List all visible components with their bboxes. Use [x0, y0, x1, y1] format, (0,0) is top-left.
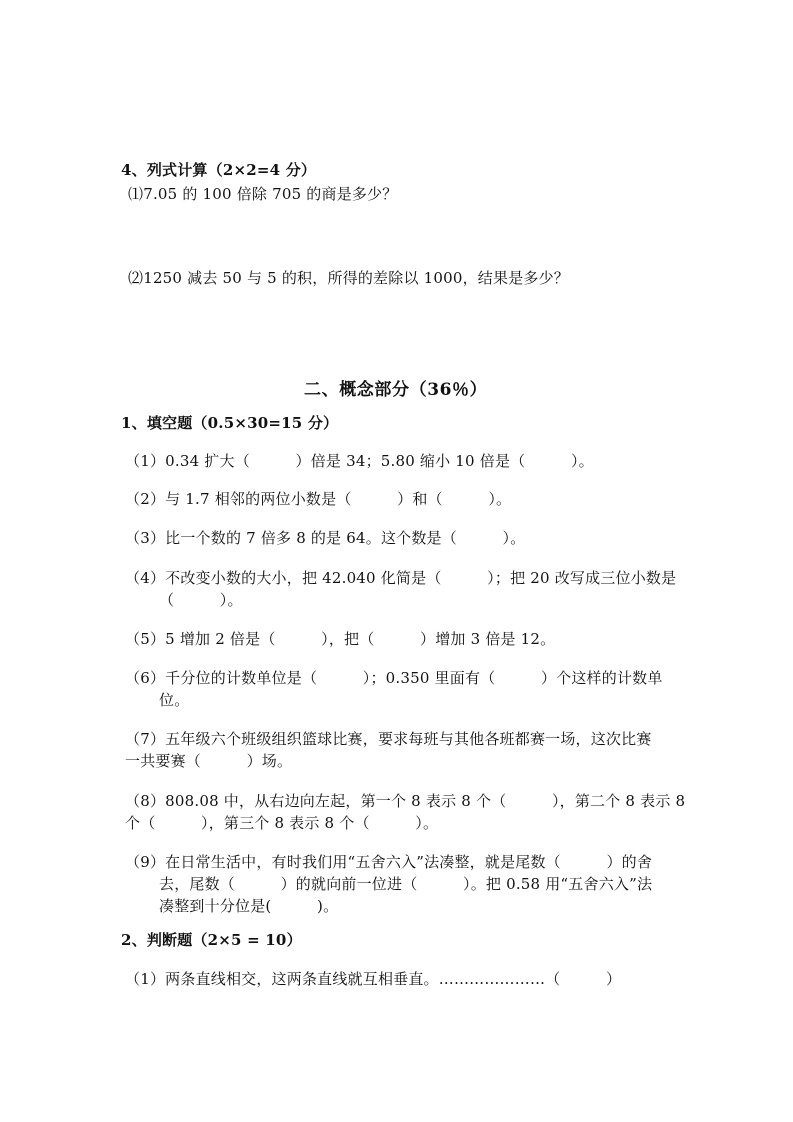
fill-item-8-line-1: （8）808.08 中，从右边向左起，第一个 8 表示 8 个（ ），第二个 8 表示 8	[125, 792, 686, 810]
fill-item-5: （5）5 增加 2 倍是（ ），把（ ）增加 3 倍是 12。	[125, 630, 556, 648]
fill-item-9-line-2: 去，尾数（ ）的就向前一位进（ ）。把 0.58 用“五舍六入”法	[159, 875, 653, 893]
fill-item-3: （3）比一个数的 7 倍多 8 的是 64。这个数是（ ）。	[125, 529, 526, 547]
fill-item-4-line-1: （4）不改变小数的大小，把 42.040 化简是（ ）；把 20 改写成三位小数是	[125, 569, 677, 587]
fill-item-8-line-2: 个（ ），第三个 8 表示 8 个（ ）。	[125, 814, 439, 832]
fill-item-7-line-1: （7）五年级六个班级组织篮球比赛，要求每班与其他各班都赛一场，这次比赛	[125, 730, 652, 748]
fill-item-1: （1）0.34 扩大（ ）倍是 34；5.80 缩小 10 倍是（ ）。	[125, 452, 594, 470]
fill-item-9-line-1: （9）在日常生活中，有时我们用“五舍六入”法凑整，就是尾数（ ）的舍	[125, 853, 653, 871]
part4-question-2: ⑵1250 减去 50 与 5 的积，所得的差除以 1000，结果是多少？	[128, 269, 569, 287]
judge-heading: 2、判断题（2×5 = 10）	[121, 931, 302, 949]
section-title: 二、概念部分（36％）	[304, 380, 488, 400]
part4-heading: 4、列式计算（2×2=4 分）	[121, 161, 317, 179]
part4-question-1: ⑴7.05 的 100 倍除 705 的商是多少？	[128, 185, 398, 203]
judge-item-1: （1）两条直线相交，这两条直线就互相垂直。…………………（ ）	[125, 970, 622, 988]
fill-item-7-line-2: 一共要赛（ ）场。	[125, 752, 293, 770]
fill-heading: 1、填空题（0.5×30=15 分）	[121, 414, 339, 432]
fill-item-6-line-1: （6）千分位的计数单位是（ ）；0.350 里面有（ ）个这样的计数单	[125, 669, 663, 687]
fill-item-4-line-2: （ ）。	[159, 591, 243, 609]
fill-item-6-line-2: 位。	[159, 691, 190, 709]
fill-item-9-line-3: 凑整到十分位是( )。	[159, 897, 339, 915]
fill-item-2: （2）与 1.7 相邻的两位小数是（ ）和（ ）。	[125, 490, 512, 508]
